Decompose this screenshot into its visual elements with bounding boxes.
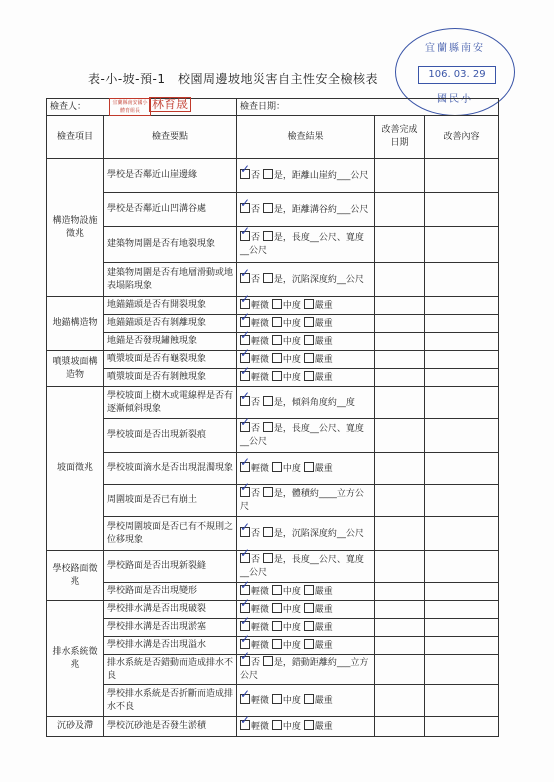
result-cell: [237, 485, 375, 517]
mild-label: 輕微: [251, 300, 270, 311]
table-row: [47, 159, 499, 193]
yes-checkbox[interactable]: [263, 422, 273, 432]
severe-checkbox[interactable]: [304, 621, 314, 631]
fix-date-cell[interactable]: [375, 193, 425, 227]
mild-label: 輕微: [251, 318, 270, 329]
col-point: 檢查要點: [104, 116, 237, 159]
category-cell: 學校路面徵兆: [47, 551, 104, 601]
fix-content-cell[interactable]: [425, 297, 499, 315]
fix-content-cell[interactable]: [425, 485, 499, 517]
moderate-label: 中度: [282, 622, 301, 633]
moderate-label: 中度: [282, 463, 301, 474]
check-point: 學校排水溝是否出現溢水: [104, 637, 237, 655]
moderate-checkbox[interactable]: [272, 353, 282, 363]
yes-checkbox[interactable]: [263, 396, 273, 406]
result-detail: ，長度__公尺、寬度__公尺: [240, 555, 364, 578]
table-row: [47, 655, 499, 685]
moderate-label: 中度: [282, 604, 301, 615]
fix-date-cell[interactable]: [375, 453, 425, 485]
header-row: [47, 99, 499, 116]
moderate-checkbox[interactable]: [272, 317, 282, 327]
moderate-label: 中度: [282, 586, 301, 597]
check-point: 學校排水溝是否出現破裂: [104, 601, 237, 619]
col-item: 檢查項目: [47, 116, 104, 159]
check-point: 建築物周圍是否有地層滑動或地表塌陷現象: [104, 263, 237, 297]
result-cell: [237, 369, 375, 387]
no-checkbox[interactable]: [240, 273, 250, 283]
col-fix-date: 改善完成日期: [375, 116, 425, 159]
check-point: 學校坡面滴水是否出現混濁現象: [104, 453, 237, 485]
check-point: 噴漿坡面是否有剝蝕現象: [104, 369, 237, 387]
moderate-checkbox[interactable]: [272, 603, 282, 613]
yes-checkbox[interactable]: [263, 203, 273, 213]
fix-content-cell[interactable]: [425, 619, 499, 637]
result-cell: [237, 619, 375, 637]
result-detail: ，體積約____立方公尺: [240, 489, 364, 512]
fix-date-cell[interactable]: [375, 315, 425, 333]
yes-label: 是: [273, 170, 283, 181]
mild-label: 輕微: [251, 336, 270, 347]
yes-label: 是: [273, 528, 283, 539]
mild-checkbox[interactable]: [240, 585, 250, 595]
yes-label: 是: [273, 274, 283, 285]
col-result: 檢查結果: [237, 116, 375, 159]
severe-checkbox[interactable]: [304, 353, 314, 363]
col-fix-content: 改善內容: [425, 116, 499, 159]
result-cell: [237, 655, 375, 685]
check-point: 學校沉砂池是否發生淤積: [104, 717, 237, 737]
result-cell: [237, 159, 375, 193]
check-point: 學校排水溝是否出現淤塞: [104, 619, 237, 637]
mild-label: 輕微: [251, 604, 270, 615]
fix-date-cell[interactable]: [375, 351, 425, 369]
result-cell: [237, 517, 375, 551]
result-cell: [237, 601, 375, 619]
result-cell: [237, 387, 375, 419]
yes-checkbox[interactable]: [263, 527, 273, 537]
table-row: [47, 717, 499, 737]
fix-content-cell[interactable]: [425, 263, 499, 297]
severe-label: 嚴重: [314, 604, 333, 615]
inspection-date-label: 檢查日期：: [240, 101, 286, 112]
result-detail: ，長度__公尺、寬度__公尺: [240, 233, 364, 256]
result-cell: [237, 315, 375, 333]
category-cell: 構造物設施徵兆: [47, 159, 104, 297]
mild-label: 輕微: [251, 622, 270, 633]
no-label: 否: [251, 204, 261, 215]
severe-label: 嚴重: [314, 640, 333, 651]
fix-content-cell[interactable]: [425, 517, 499, 551]
table-row: [47, 315, 499, 333]
result-cell: [237, 263, 375, 297]
fix-content-cell[interactable]: [425, 655, 499, 685]
yes-label: 是: [273, 233, 283, 243]
fix-date-cell[interactable]: [375, 517, 425, 551]
yes-checkbox[interactable]: [263, 553, 273, 563]
check-point: 學校路面是否出現變形: [104, 583, 237, 601]
moderate-checkbox[interactable]: [272, 335, 282, 345]
category-cell: 地錨構造物: [47, 297, 104, 351]
fix-content-cell[interactable]: [425, 601, 499, 619]
table-row: [47, 637, 499, 655]
moderate-checkbox[interactable]: [272, 621, 282, 631]
check-point: 學校周圍坡面是否已有不規則之位移現象: [104, 517, 237, 551]
mild-label: 輕微: [251, 463, 270, 474]
fix-content-cell[interactable]: [425, 387, 499, 419]
no-label: 否: [251, 170, 261, 181]
fix-date-cell[interactable]: [375, 637, 425, 655]
table-row: [47, 369, 499, 387]
moderate-label: 中度: [282, 336, 301, 347]
result-detail: ，傾斜角度約__度: [282, 397, 355, 408]
mild-label: 輕微: [251, 372, 270, 383]
mild-checkbox[interactable]: [240, 621, 250, 631]
yes-label: 是: [273, 489, 283, 499]
mild-checkbox[interactable]: [240, 353, 250, 363]
severe-checkbox[interactable]: [304, 639, 314, 649]
table-row: [47, 387, 499, 419]
fix-content-cell[interactable]: [425, 685, 499, 717]
fix-content-cell[interactable]: [425, 369, 499, 387]
result-detail: ，長度__公尺、寬度__公尺: [240, 424, 364, 447]
mild-label: 輕微: [251, 695, 270, 706]
inspection-table: [46, 98, 499, 737]
yes-checkbox[interactable]: [263, 656, 273, 666]
inspector-label: 檢查人：: [50, 101, 87, 112]
check-point: 排水系統是否錯動而造成排水不良: [104, 655, 237, 685]
yes-checkbox[interactable]: [263, 273, 273, 283]
severe-label: 嚴重: [314, 300, 333, 311]
result-cell: [237, 297, 375, 315]
severe-label: 嚴重: [314, 318, 333, 329]
no-checkbox[interactable]: [240, 203, 250, 213]
fix-content-cell[interactable]: [425, 717, 499, 737]
table-row: [47, 485, 499, 517]
check-point: 地錨錨頭是否有剝離現象: [104, 315, 237, 333]
no-label: 否: [251, 233, 261, 243]
table-row: [47, 333, 499, 351]
table-row: [47, 227, 499, 263]
check-point: 學校坡面是否出現新裂痕: [104, 419, 237, 453]
mild-label: 輕微: [251, 721, 270, 732]
fix-content-cell[interactable]: [425, 453, 499, 485]
no-checkbox[interactable]: [240, 396, 250, 406]
no-label: 否: [251, 489, 261, 499]
fix-content-cell[interactable]: [425, 583, 499, 601]
moderate-label: 中度: [282, 695, 301, 706]
yes-label: 是: [273, 658, 283, 668]
result-cell: [237, 227, 375, 263]
fix-content-cell[interactable]: [425, 419, 499, 453]
result-cell: [237, 351, 375, 369]
table-row: [47, 685, 499, 717]
fix-date-cell[interactable]: [375, 685, 425, 717]
severe-label: 嚴重: [314, 463, 333, 474]
check-point: 建築物周圍是否有地裂現象: [104, 227, 237, 263]
moderate-checkbox[interactable]: [272, 639, 282, 649]
fix-date-cell[interactable]: [375, 583, 425, 601]
seal-top-text: 宜蘭縣南安: [425, 43, 485, 54]
no-checkbox[interactable]: [240, 422, 250, 432]
moderate-label: 中度: [282, 318, 301, 329]
severe-label: 嚴重: [314, 354, 333, 365]
seal-bottom-text: 國民小: [437, 94, 473, 105]
fix-date-cell[interactable]: [375, 227, 425, 263]
title-stamp: 宜蘭縣南安國小 體育組長: [109, 98, 151, 116]
category-cell: 坡面徵兆: [47, 387, 104, 551]
severe-checkbox[interactable]: [304, 694, 314, 704]
fix-content-cell[interactable]: [425, 227, 499, 263]
yes-checkbox[interactable]: [263, 169, 273, 179]
severe-checkbox[interactable]: [304, 720, 314, 730]
severe-checkbox[interactable]: [304, 585, 314, 595]
fix-date-cell[interactable]: [375, 263, 425, 297]
result-detail: ，距離山崖約___公尺: [282, 170, 369, 181]
moderate-checkbox[interactable]: [272, 585, 282, 595]
result-cell: [237, 637, 375, 655]
severe-label: 嚴重: [314, 721, 333, 732]
no-label: 否: [251, 555, 261, 565]
result-cell: [237, 685, 375, 717]
result-cell: [237, 717, 375, 737]
form-title: 表-小-坡-預-1 校園周邊坡地災害自主性安全檢核表: [88, 72, 378, 86]
mild-label: 輕微: [251, 640, 270, 651]
fix-date-cell[interactable]: [375, 369, 425, 387]
moderate-label: 中度: [282, 354, 301, 365]
fix-content-cell[interactable]: [425, 193, 499, 227]
fix-content-cell[interactable]: [425, 551, 499, 583]
table-row: [47, 583, 499, 601]
severe-label: 嚴重: [314, 372, 333, 383]
moderate-label: 中度: [282, 300, 301, 311]
check-point: 學校坡面上樹木或電線桿是否有逐漸傾斜現象: [104, 387, 237, 419]
mild-checkbox[interactable]: [240, 299, 250, 309]
result-cell: [237, 551, 375, 583]
severe-checkbox[interactable]: [304, 299, 314, 309]
table-row: [47, 193, 499, 227]
severe-label: 嚴重: [314, 622, 333, 633]
mild-checkbox[interactable]: [240, 694, 250, 704]
no-checkbox[interactable]: [240, 169, 250, 179]
yes-label: 是: [273, 397, 283, 408]
no-label: 否: [251, 274, 261, 285]
table-row: [47, 263, 499, 297]
yes-label: 是: [273, 424, 283, 434]
mild-checkbox[interactable]: [240, 371, 250, 381]
moderate-label: 中度: [282, 372, 301, 383]
severe-checkbox[interactable]: [304, 317, 314, 327]
result-cell: [237, 583, 375, 601]
table-row: [47, 297, 499, 315]
date-stamp: 106. 03. 29: [418, 66, 496, 84]
moderate-label: 中度: [282, 640, 301, 651]
category-cell: 沉砂及滯: [47, 717, 104, 737]
mild-label: 輕微: [251, 586, 270, 597]
fix-content-cell[interactable]: [425, 637, 499, 655]
severe-checkbox[interactable]: [304, 603, 314, 613]
moderate-checkbox[interactable]: [272, 720, 282, 730]
check-point: 噴漿坡面是否有龜裂現象: [104, 351, 237, 369]
table-row: [47, 619, 499, 637]
fix-content-cell[interactable]: [425, 351, 499, 369]
moderate-checkbox[interactable]: [272, 371, 282, 381]
fix-date-cell[interactable]: [375, 419, 425, 453]
check-point: 地錨錨頭是否有開裂現象: [104, 297, 237, 315]
result-cell: [237, 419, 375, 453]
severe-label: 嚴重: [314, 695, 333, 706]
fix-date-cell[interactable]: [375, 297, 425, 315]
table-row: [47, 453, 499, 485]
severe-checkbox[interactable]: [304, 335, 314, 345]
table-row: [47, 419, 499, 453]
no-checkbox[interactable]: [240, 553, 250, 563]
fix-date-cell[interactable]: [375, 619, 425, 637]
no-checkbox[interactable]: [240, 487, 250, 497]
mild-checkbox[interactable]: [240, 639, 250, 649]
check-point: 學校是否鄰近山崖邊緣: [104, 159, 237, 193]
yes-label: 是: [273, 204, 283, 215]
mild-checkbox[interactable]: [240, 462, 250, 472]
no-checkbox[interactable]: [240, 527, 250, 537]
moderate-checkbox[interactable]: [272, 462, 282, 472]
no-label: 否: [251, 658, 261, 668]
fix-date-cell[interactable]: [375, 601, 425, 619]
fix-date-cell[interactable]: [375, 333, 425, 351]
severe-checkbox[interactable]: [304, 462, 314, 472]
column-header-row: [47, 116, 499, 159]
result-cell: [237, 333, 375, 351]
moderate-label: 中度: [282, 721, 301, 732]
severe-checkbox[interactable]: [304, 371, 314, 381]
check-point: 地錨是否發現鏽蝕現象: [104, 333, 237, 351]
mild-checkbox[interactable]: [240, 317, 250, 327]
mild-label: 輕微: [251, 354, 270, 365]
result-detail: ，錯動距離約___立方公尺: [240, 658, 369, 681]
result-cell: [237, 453, 375, 485]
result-detail: ，沉陷深度約__公尺: [282, 274, 364, 285]
mild-checkbox[interactable]: [240, 720, 250, 730]
check-point: 學校路面是否出現新裂縫: [104, 551, 237, 583]
yes-checkbox[interactable]: [263, 487, 273, 497]
fix-date-cell[interactable]: [375, 387, 425, 419]
yes-label: 是: [273, 555, 283, 565]
no-checkbox[interactable]: [240, 656, 250, 666]
result-detail: ，距離溝谷約___公尺: [282, 204, 369, 215]
mild-checkbox[interactable]: [240, 603, 250, 613]
mild-checkbox[interactable]: [240, 335, 250, 345]
table-row: [47, 517, 499, 551]
severe-label: 嚴重: [314, 336, 333, 347]
result-detail: ，沉陷深度約__公尺: [282, 528, 364, 539]
check-point: 學校排水系統是否折斷而造成排水不良: [104, 685, 237, 717]
fix-date-cell[interactable]: [375, 485, 425, 517]
fix-date-cell[interactable]: [375, 655, 425, 685]
no-label: 否: [251, 528, 261, 539]
check-point: 學校是否鄰近山凹溝谷處: [104, 193, 237, 227]
fix-date-cell[interactable]: [375, 717, 425, 737]
fix-date-cell[interactable]: [375, 551, 425, 583]
table-row: [47, 351, 499, 369]
table-row: [47, 601, 499, 619]
table-row: [47, 551, 499, 583]
category-cell: 噴漿坡面構造物: [47, 351, 104, 387]
check-point: 周圍坡面是否已有崩土: [104, 485, 237, 517]
no-label: 否: [251, 397, 261, 408]
yes-checkbox[interactable]: [263, 231, 273, 241]
moderate-checkbox[interactable]: [272, 694, 282, 704]
severe-label: 嚴重: [314, 586, 333, 597]
fix-content-cell[interactable]: [425, 315, 499, 333]
no-checkbox[interactable]: [240, 231, 250, 241]
fix-content-cell[interactable]: [425, 159, 499, 193]
inspector-name-stamp: 林育晟: [149, 97, 191, 112]
result-cell: [237, 193, 375, 227]
fix-date-cell[interactable]: [375, 159, 425, 193]
fix-content-cell[interactable]: [425, 333, 499, 351]
no-label: 否: [251, 424, 261, 434]
moderate-checkbox[interactable]: [272, 299, 282, 309]
category-cell: 排水系統徵兆: [47, 601, 104, 717]
